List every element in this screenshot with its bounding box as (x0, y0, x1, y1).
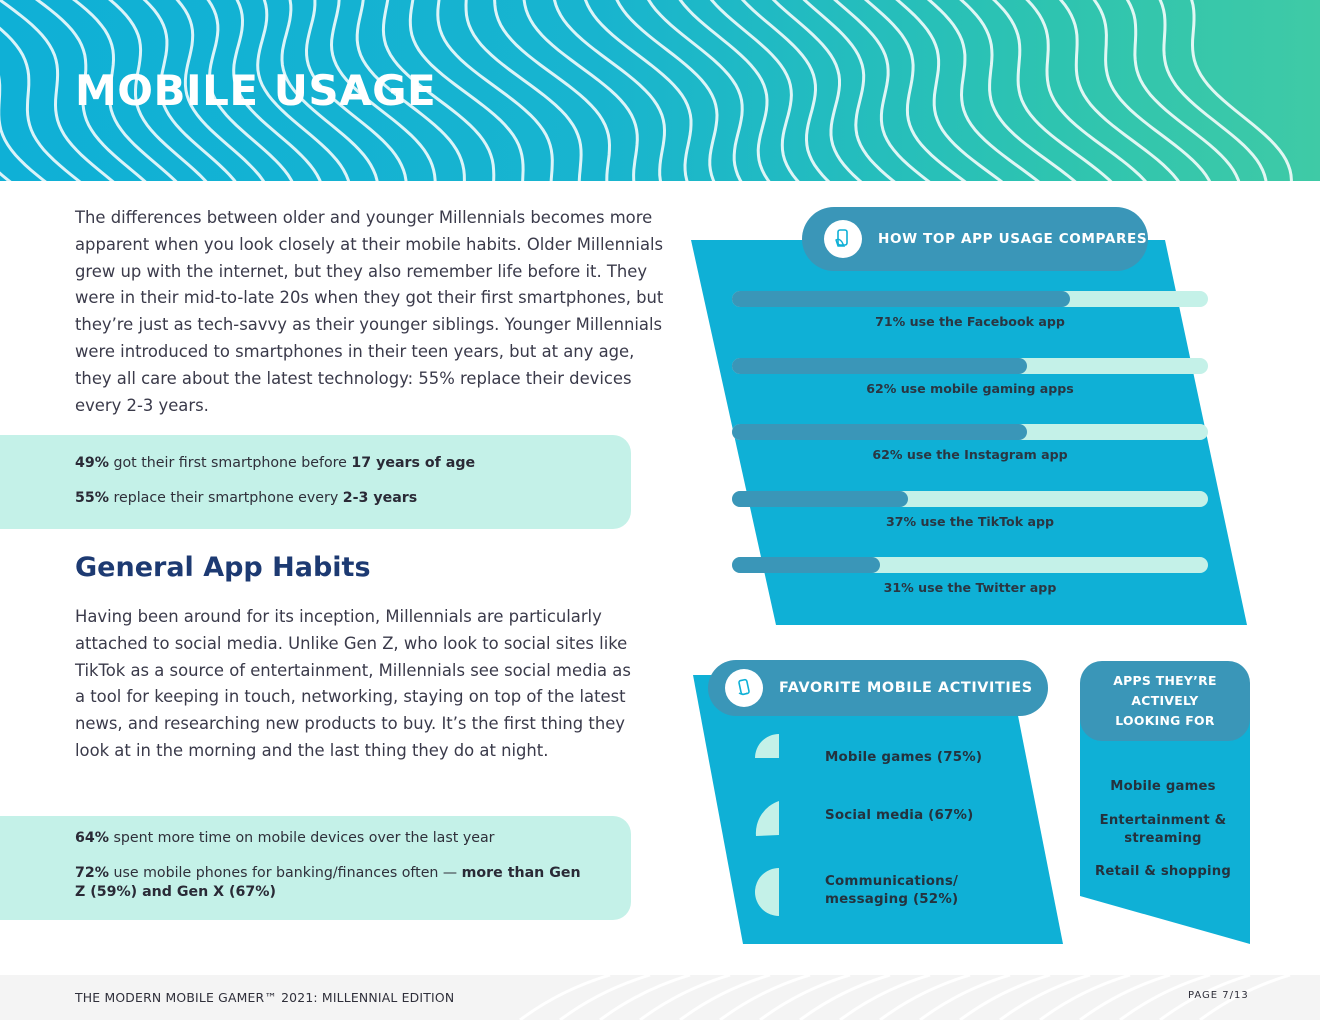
looking-for-title-text: APPS THEY’RE ACTIVELY LOOKING FOR (1113, 673, 1217, 728)
looking-for-item: Mobile games (1110, 779, 1216, 794)
activities-title: FAVORITE MOBILE ACTIVITIES (779, 680, 1033, 696)
bar-fill (732, 491, 908, 507)
bar-fill (732, 557, 880, 573)
intro-paragraph: The differences between older and younger Millennials becomes more apparent when you look closely at their mobile habits. Older Millennials grew up with the internet, but they also remember life before it. They were in their mid-to-late 20s when they got their first smartphones, but they’re just as tech-savvy as their younger siblings. Younger Millennials were introduced to smartphones in their teen years, but at any age, they all care about the latest technology: 55% replace their devices every 2-3 years. (75, 208, 664, 415)
activity-label: Social media (67%) (825, 808, 974, 823)
bar-label: 31% use the Twitter app (883, 580, 1057, 595)
stat-item: 64% spent more time on mobile devices over the last year (75, 830, 495, 846)
bar-track (732, 291, 1208, 307)
page-title: MOBILE USAGE (75, 66, 437, 115)
habits-paragraph: Having been around for its inception, Millennials are particularly attached to social media. Unlike Gen Z, who look to social sites like TikTok as a source of entertainment, Millennials see social media as a tool for keeping in touch, networking, staying on top of the latest news, and researching new products to buy. It’s the first thing they look at in the morning and the last thing they do at night. (75, 607, 631, 760)
phone-gesture-icon (725, 669, 763, 707)
bar-fill (732, 424, 1027, 440)
bar-track (732, 491, 1208, 507)
bar-label: 62% use the Instagram app (872, 447, 1068, 462)
stat-item: 55% replace their smartphone every 2-3 years (75, 490, 418, 506)
phone-hand-icon (824, 220, 862, 258)
bar-track (732, 358, 1208, 374)
bar-track (732, 424, 1208, 440)
page-number: PAGE 7/13 (1188, 990, 1249, 1001)
bar-label: 71% use the Facebook app (875, 314, 1065, 329)
looking-for-item: Entertainment & streaming (1099, 813, 1227, 846)
bar-track (732, 557, 1208, 573)
app-usage-title: HOW TOP APP USAGE COMPARES (878, 231, 1148, 247)
stat-item: 49% got their first smartphone before 17 years of age (75, 455, 476, 471)
bar-label: 37% use the TikTok app (886, 513, 1054, 529)
looking-for-item: Retail & shopping (1095, 864, 1231, 879)
bar-fill (732, 358, 1027, 374)
stat-item: 72% use mobile phones for banking/finances often — more than Gen Z (59%) and Gen X (67%) (75, 865, 581, 900)
activity-label: Communications/ messaging (52%) (825, 874, 959, 907)
looking-for-title (1080, 661, 1250, 741)
footer-text: THE MODERN MOBILE GAMER™ 2021: MILLENNIAL EDITION (75, 990, 455, 1005)
section-heading: General App Habits (75, 552, 371, 583)
app-usage-title-pill (802, 207, 1148, 271)
activity-label: Mobile games (75%) (825, 750, 983, 765)
bar-label: 62% use mobile gaming apps (866, 380, 1074, 396)
bar-fill (732, 291, 1070, 307)
activities-title-pill (708, 660, 1048, 716)
